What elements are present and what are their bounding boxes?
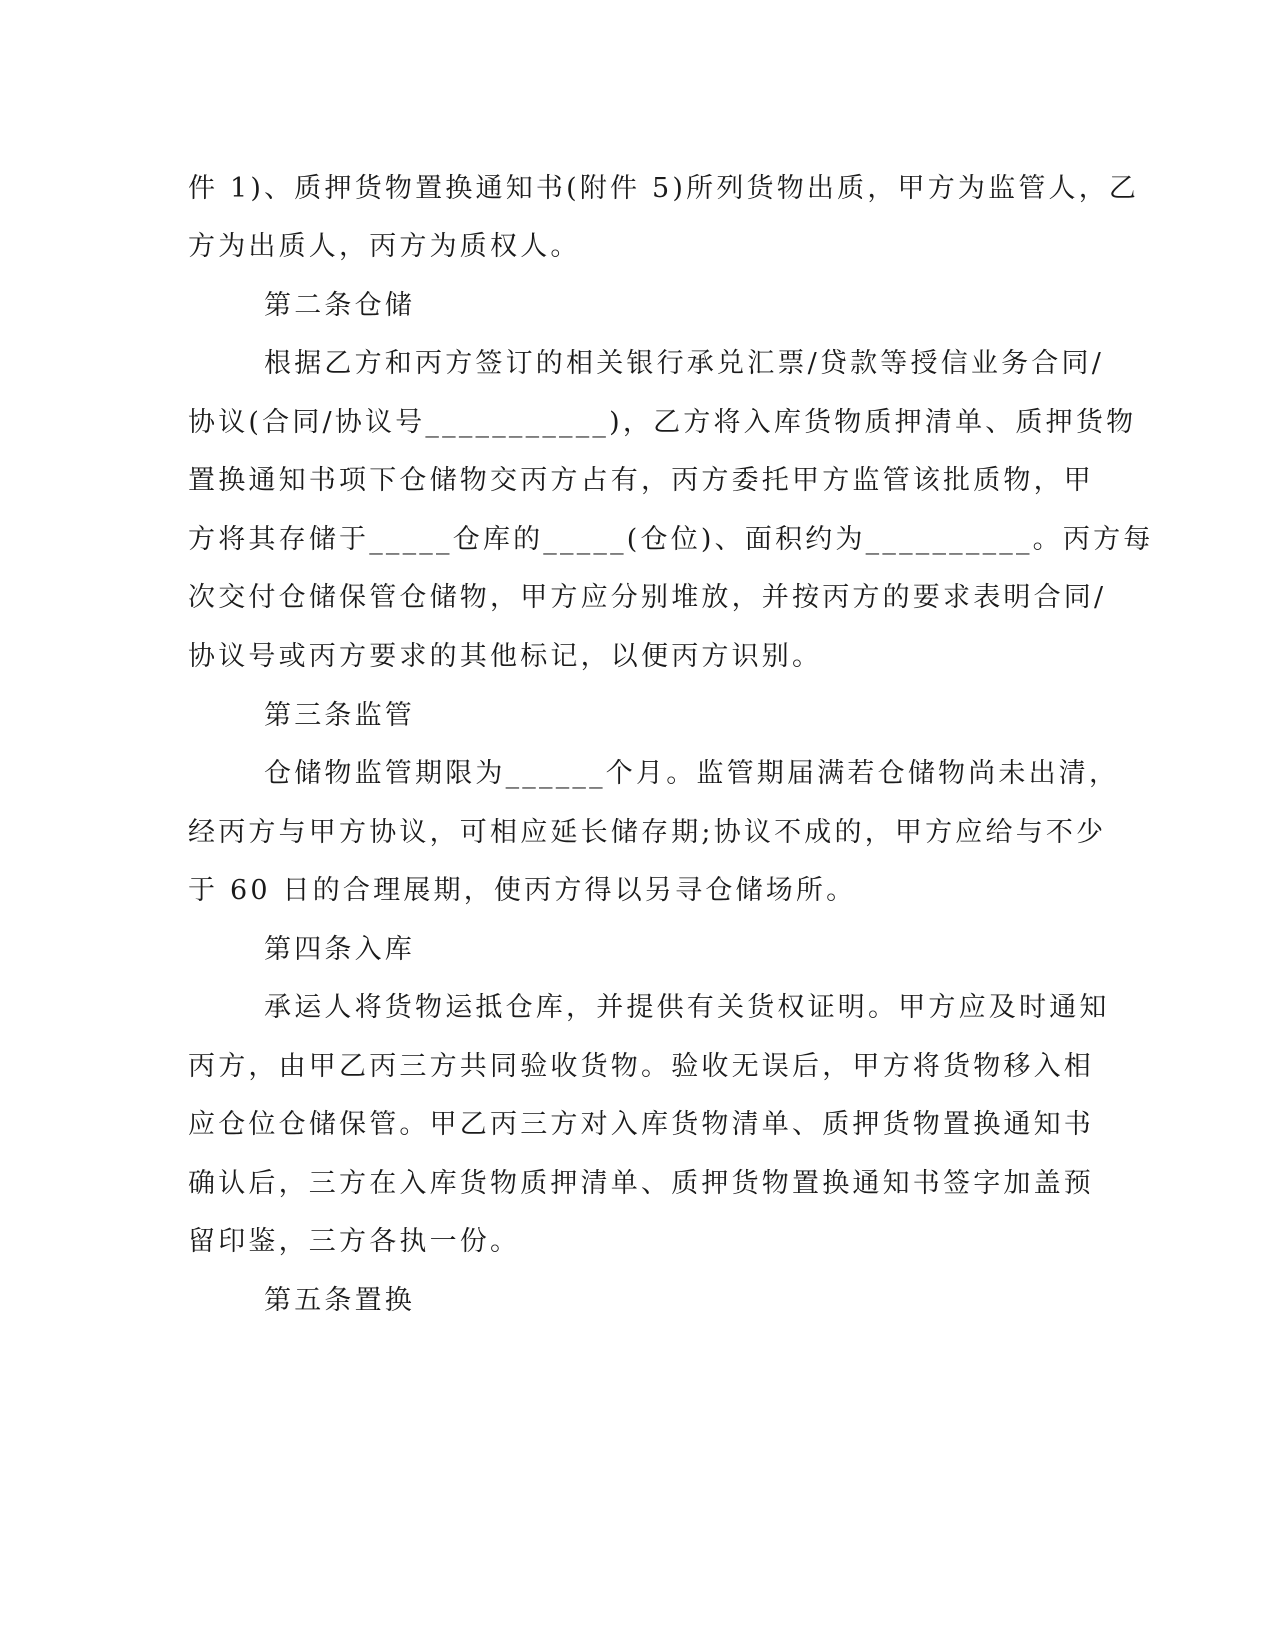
text-line: 承运人将货物运抵仓库，并提供有关货权证明。甲方应及时通知 <box>264 992 1110 1023</box>
text-line: 方将其存储于_____仓库的_____(仓位)、面积约为__________。丙方每 <box>188 524 1154 555</box>
text-line: 件 1)、质押货物置换通知书(附件 5)所列货物出质，甲方为监管人，乙 <box>188 173 1140 204</box>
text-line: 仓储物监管期限为______个月。监管期届满若仓储物尚未出清， <box>264 758 1120 789</box>
text-line: 次交付仓储保管仓储物，甲方应分别堆放，并按丙方的要求表明合同/ <box>188 582 1107 613</box>
section-heading-storage: 第二条仓储 <box>264 290 415 321</box>
text-line: 丙方，由甲乙丙三方共同验收货物。验收无误后，甲方将货物移入相 <box>188 1051 1094 1082</box>
text-line: 确认后，三方在入库货物质押清单、质押货物置换通知书签字加盖预 <box>188 1168 1094 1199</box>
section-heading-warehousing: 第四条入库 <box>264 934 415 965</box>
text-line: 置换通知书项下仓储物交丙方占有，丙方委托甲方监管该批质物，甲 <box>188 465 1094 496</box>
text-line: 方为出质人，丙方为质权人。 <box>188 231 581 262</box>
text-line: 协议(合同/协议号___________)，乙方将入库货物质押清单、质押货物 <box>188 407 1137 438</box>
text-line: 协议号或丙方要求的其他标记，以便丙方识别。 <box>188 641 823 672</box>
section-heading-supervision: 第三条监管 <box>264 700 415 731</box>
text-line: 于 60 日的合理展期，使丙方得以另寻仓储场所。 <box>188 875 857 906</box>
section-heading-replacement: 第五条置换 <box>264 1285 415 1316</box>
text-line: 根据乙方和丙方签订的相关银行承兑汇票/贷款等授信业务合同/ <box>264 348 1104 379</box>
text-line: 应仓位仓储保管。甲乙丙三方对入库货物清单、质押货物置换通知书 <box>188 1109 1094 1140</box>
text-line: 经丙方与甲方协议，可相应延长储存期;协议不成的，甲方应给与不少 <box>188 817 1107 848</box>
text-line: 留印鉴，三方各执一份。 <box>188 1226 521 1257</box>
